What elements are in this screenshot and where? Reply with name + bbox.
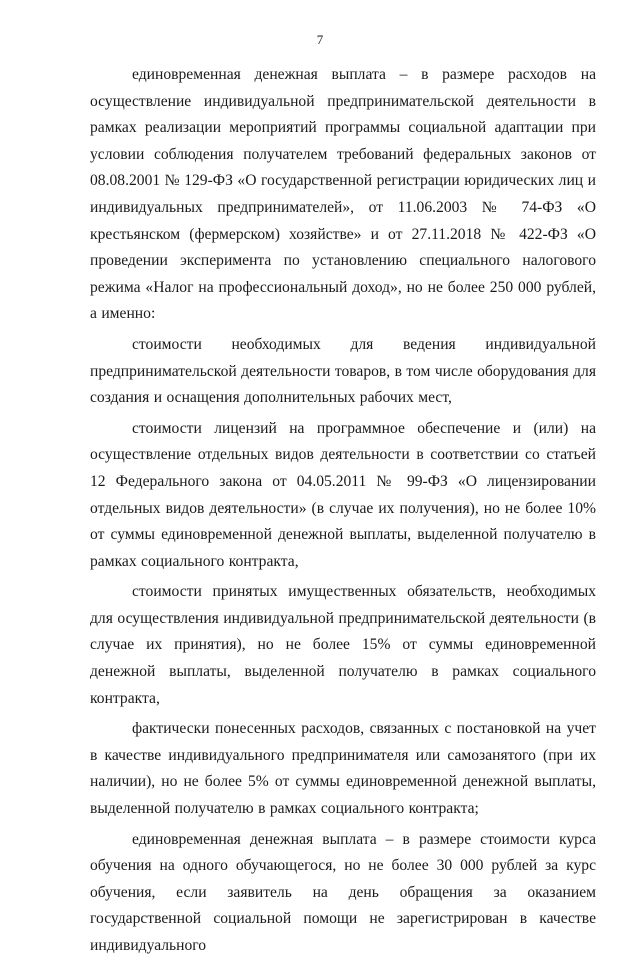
paragraph-licenses-cost: стоимости лицензий на программное обеспечение и (или) на осуществление отдельных видов деятельности в соответствии со статьей 12 Федерального закона от 04.05.2011 № 99-ФЗ «О лицензировании отдельных видов деятельности» (в случае их получения), но не более 10% от суммы единовременной денежной выплаты, выделенной получателю в рамках социального контракта,	[90, 419, 596, 570]
paragraph-registration-expenses: фактически понесенных расходов, связанных с постановкой на учет в качестве индивидуального предпринимателя или самозанятого (при их наличии), но не более 5% от суммы единовременной денежной выплаты, выделенной получателю в рамках социального контракта;	[90, 720, 596, 818]
paragraph-lump-sum-business: единовременная денежная выплата – в размере расходов на осуществление индивидуальной предпринимательской деятельности в рамках реализации мероприятий программы социальной адаптации при условии соблюдения получателем требований федеральных законов от 08.08.2001 № 129-ФЗ «О государственной регистрации юридических лиц и индивидуальных предпринимателей», от 11.06.2003 № 74-ФЗ «О крестьянском (фермерском) хозяйстве» и от 27.11.2018 № 422-ФЗ «О проведении эксперимента по установлению специального налогового режима «Налог на профессиональный доход», но не более 250 000 рублей, а именно:	[90, 66, 596, 323]
page-number: 7	[316, 32, 324, 47]
paragraph-property-obligations: стоимости принятых имущественных обязательств, необходимых для осуществления индивидуальной предпринимательской деятельности (в случае их принятия), но не более 15% от суммы единовременной денежной выплаты, выделенной получателю в рамках социального контракта,	[90, 583, 596, 707]
paragraph-lump-sum-training: единовременная денежная выплата – в размере стоимости курса обучения на одного обучающегося, но не более 30 000 рублей за курс обучения, если заявитель на день обращения за оказанием государственной социальной помощи не зарегистрирован в качестве индивидуального	[90, 830, 596, 954]
document-body	[90, 62, 596, 960]
paragraph-goods-cost: стоимости необходимых для ведения индивидуальной предпринимательской деятельности товаров, в том числе оборудования для создания и оснащения дополнительных рабочих мест,	[90, 335, 596, 407]
